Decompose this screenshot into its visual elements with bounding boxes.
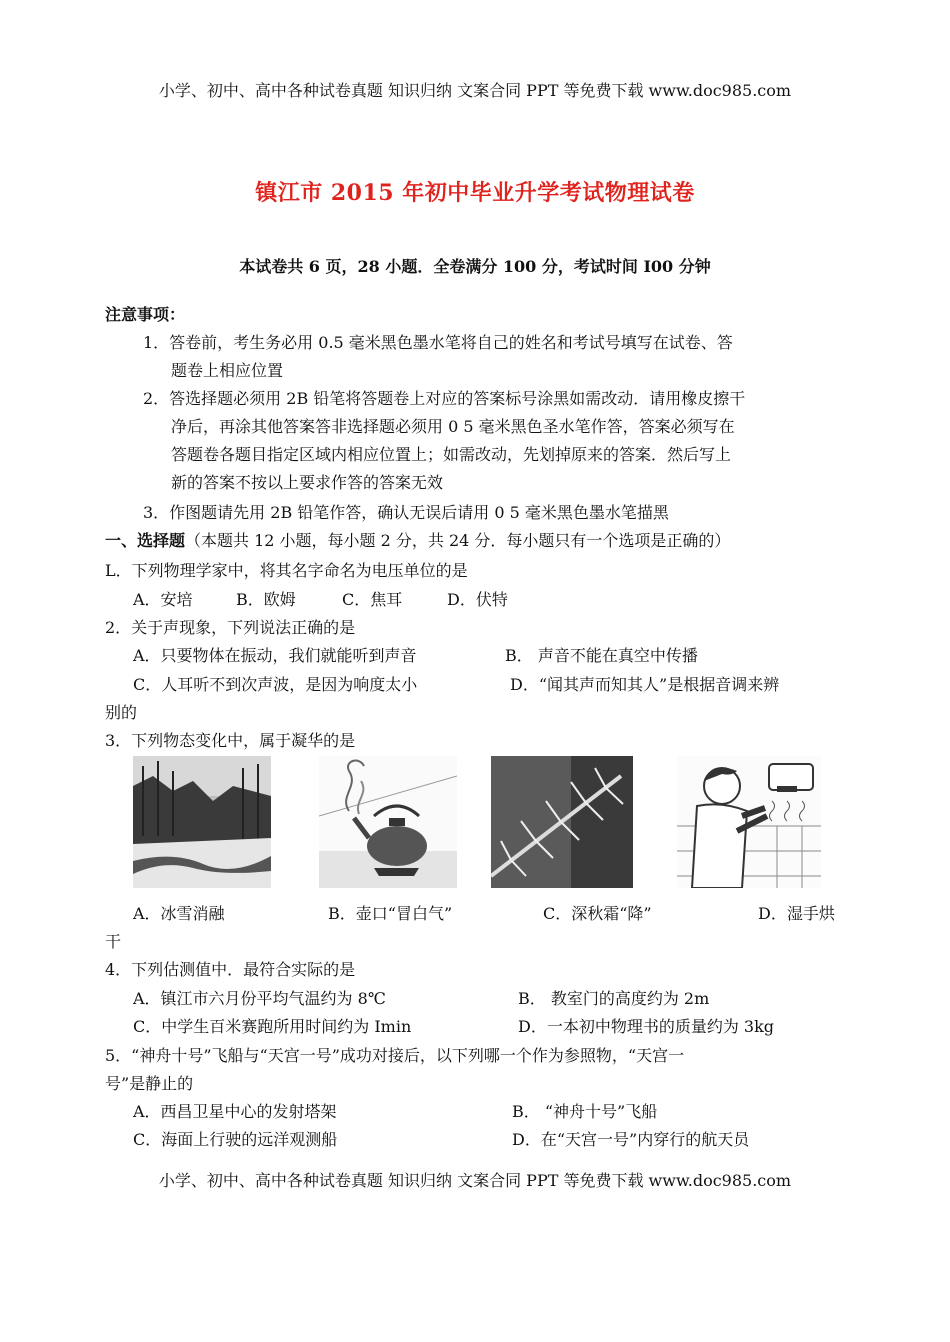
q2-option-a: A．只要物体在振动，我们就能听到声音 xyxy=(133,646,417,665)
note-line: 1．答卷前，考生务必用 0.5 毫米黑色墨水笔将自己的姓名和考试号填写在试卷、答 xyxy=(143,333,733,352)
q3-option-d-continued: 干 xyxy=(105,932,122,951)
exam-subtitle: 本试卷共 6 页，28 小题．全卷满分 100 分，考试时间 I00 分钟 xyxy=(239,257,711,276)
q1-stem: L．下列物理学家中，将其名字命名为电压单位的是 xyxy=(105,561,468,580)
q5-stem-continued: 号”是静止的 xyxy=(105,1074,194,1093)
note-line: 答题卷各题目指定区域内相应位置上；如需改动，先划掉原来的答案．然后写上 xyxy=(171,445,732,464)
notes-heading: 注意事项： xyxy=(105,305,186,324)
q3-option-c: C．深秋霜“降” xyxy=(543,904,652,923)
q2-option-d-continued: 别的 xyxy=(105,703,138,722)
q3-option-d: D．湿手烘 xyxy=(758,904,835,923)
note-line: 题卷上相应位置 xyxy=(171,361,284,380)
q3-image-b-kettle xyxy=(319,756,457,888)
q3-option-b: B．壶口“冒白气” xyxy=(328,904,453,923)
q3-image-a-ice-melting xyxy=(133,756,271,888)
exam-title: 镇江市 2015 年初中毕业升学考试物理试卷 xyxy=(255,180,695,206)
q4-option-b: B． 教室门的高度约为 2m xyxy=(518,989,710,1008)
q1-option-d: D．伏特 xyxy=(447,590,508,609)
section-title: 一、选择题 xyxy=(105,531,186,550)
section-description: （本题共 12 小题，每小题 2 分，共 24 分．每小题只有一个选项是正确的） xyxy=(185,531,731,550)
q3-image-d-hand-dryer xyxy=(677,756,821,888)
q5-option-d: D．在“天宫一号”内穿行的航天员 xyxy=(512,1130,750,1149)
q4-option-a: A．镇江市六月份平均气温约为 8℃ xyxy=(133,989,386,1008)
q4-option-d: D．一本初中物理书的质量约为 3kg xyxy=(518,1017,775,1036)
page-footer: 小学、初中、高中各种试卷真题 知识归纳 文案合同 PPT 等免费下载 www.doc985.com xyxy=(158,1171,792,1190)
q4-option-c: C．中学生百米赛跑所用时间约为 Imin xyxy=(133,1017,412,1036)
q1-option-b: B．欧姆 xyxy=(236,590,296,609)
note-line: 净后，再涂其他答案答非选择题必须用 0 5 毫米黑色圣水笔作答，答案必须写在 xyxy=(171,417,735,436)
q3-option-a: A．冰雪消融 xyxy=(133,904,225,923)
note-line: 新的答案不按以上要求作答的答案无效 xyxy=(171,473,444,492)
note-line: 3．作图题请先用 2B 铅笔作答，确认无误后请用 0 5 毫米黑色墨水笔描黑 xyxy=(143,503,669,522)
q3-image-c-frost xyxy=(491,756,633,888)
page-header: 小学、初中、高中各种试卷真题 知识归纳 文案合同 PPT 等免费下载 www.doc985.com xyxy=(158,81,792,100)
q5-stem: 5．“神舟十号”飞船与“天宫一号”成功对接后，以下列哪一个作为参照物，“天宫一 xyxy=(105,1046,685,1065)
q4-stem: 4．下列估测值中．最符合实际的是 xyxy=(105,960,356,979)
note-line: 2．答选择题必须用 2B 铅笔将答题卷上对应的答案标号涂黑如需改动．请用橡皮擦干 xyxy=(143,389,746,408)
q5-option-b: B． “神舟十号”飞船 xyxy=(512,1102,658,1121)
q3-stem: 3．下列物态变化中，属于凝华的是 xyxy=(105,731,356,750)
q1-option-c: C．焦耳 xyxy=(342,590,403,609)
q2-option-c: C．人耳听不到次声波，是因为响度太小 xyxy=(133,675,418,694)
q2-option-d: D．“闻其声而知其人”是根据音调来辨 xyxy=(510,675,780,694)
q2-option-b: B． 声音不能在真空中传播 xyxy=(505,646,698,665)
q5-option-a: A．西昌卫星中心的发射塔架 xyxy=(133,1102,337,1121)
q5-option-c: C．海面上行驶的远洋观测船 xyxy=(133,1130,338,1149)
q2-stem: 2．关于声现象，下列说法正确的是 xyxy=(105,618,356,637)
section-heading xyxy=(105,528,730,554)
q1-option-a: A．安培 xyxy=(133,590,193,609)
